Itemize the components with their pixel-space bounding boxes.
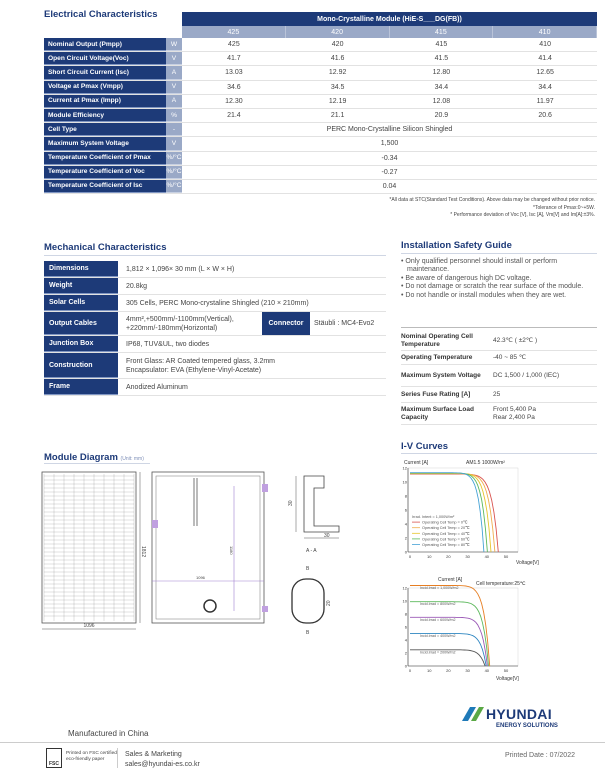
iv2-xtick: 0: [408, 668, 412, 673]
mechanical-row-label: Dimensions: [44, 261, 118, 277]
iv2-ytick: 12: [402, 585, 407, 591]
spec-row: [401, 351, 597, 365]
iv2-annotation: Cell temperature:25℃: [476, 581, 526, 587]
frame-row: [44, 379, 386, 396]
iv2-ytick: 8: [404, 611, 407, 617]
electrical-row-unit: A: [166, 95, 182, 108]
electrical-row: [44, 52, 597, 66]
electrical-row-unit: %/°C: [166, 180, 182, 193]
fsc-note: [66, 751, 117, 763]
electrical-row: [44, 66, 597, 80]
spec-row: [401, 387, 597, 403]
electrical-row-label: Cell Type: [44, 123, 166, 136]
iv2-ylabel: Current [A]: [438, 577, 463, 583]
print-date: Printed Date : 07/2022: [504, 752, 575, 759]
electrical-row-unit: V: [166, 81, 182, 94]
iv2-xtick: 20: [446, 668, 451, 673]
diagram-title-text: Module Diagram: [44, 452, 118, 463]
iv2-ytick: 0: [404, 663, 407, 669]
iv1-xtick: 10: [426, 554, 432, 559]
iv2-xtick: 40: [484, 668, 490, 673]
mechanical-row-value: 1,812 × 1,096× 30 mm (L × W × H): [126, 265, 235, 273]
iv1-legend-entry: Operating Cell Temp = 0℃: [422, 520, 468, 525]
electrical-row-label: Short Circuit Current (Isc): [44, 66, 166, 79]
electrical-row-unit: W: [166, 38, 182, 51]
spec-row: [401, 403, 597, 425]
iv1-legend-entry: Irrad. Intent = 1,000W/m²: [412, 515, 455, 519]
hole-label-top: B: [306, 566, 310, 572]
spec-value: 42.3℃ ( ±2℃ ): [493, 336, 538, 344]
made-in: Manufactured in China: [68, 729, 149, 738]
safety-bullet: • Do not handle or install modules when they are wet.: [401, 291, 567, 299]
iv1-xtick: 40: [484, 554, 490, 559]
electrical-row-label: Maximum System Voltage: [44, 137, 166, 150]
electrical-row: [44, 95, 597, 109]
mechanical-row-label: Solar Cells: [44, 295, 118, 311]
electrical-cell: 415: [435, 41, 448, 49]
diagram-divider: [44, 463, 150, 464]
construction-row: [44, 353, 386, 379]
sales-title: Sales & Marketing: [125, 751, 182, 758]
hyundai-logo: [462, 706, 552, 722]
electrical-cell: 11.97: [536, 97, 554, 105]
note-1: *All data at STC(Standard Test Conditions). Above data may be changed without prior notice.: [389, 197, 595, 203]
electrical-cell: 20.9: [434, 112, 449, 120]
electrical-row-unit: V: [166, 137, 182, 150]
iv2-legend-entry: Incid.Irrad = 1,000W/m2: [420, 586, 459, 591]
electrical-row-unit: %: [166, 109, 182, 122]
iv1-ytick: 10: [402, 479, 407, 485]
note-2: *Tolerance of Pmax:0~+5W.: [533, 205, 595, 211]
electrical-cell: 34.5: [330, 83, 345, 91]
iv2-ytick: 6: [404, 624, 407, 630]
electrical-cell: 12.30: [225, 97, 243, 105]
electrical-cell: 420: [331, 41, 344, 49]
dim-width: 1096: [83, 623, 95, 629]
electrical-row-unit: %/°C: [166, 152, 182, 165]
dim-frame-w: 30: [324, 533, 330, 539]
electrical-cell: 425: [228, 41, 240, 49]
frame-label: Frame: [44, 379, 118, 395]
electrical-span-row: [44, 152, 597, 166]
mount-hole: [262, 484, 268, 492]
electrical-span-row: [44, 123, 597, 137]
iv-title: I-V Curves: [401, 441, 448, 452]
brand-name: HYUNDAI: [486, 706, 552, 722]
iv1-xtick: 50: [503, 554, 509, 559]
electrical-row-unit: %/°C: [166, 166, 182, 179]
electrical-cell: 12.80: [432, 69, 451, 77]
electrical-cell: 12.92: [328, 69, 347, 77]
electrical-cell: 12.08: [432, 97, 451, 105]
electrical-span-value: -0.34: [381, 154, 398, 162]
electrical-cell: 20.6: [538, 112, 552, 120]
iv2-legend-entry: Incid.Irrad = 600W/m2: [420, 617, 456, 622]
electrical-cell: 41.7: [227, 55, 241, 63]
mechanical-table: [44, 261, 386, 396]
section-label: A - A: [306, 548, 317, 554]
footer-divider: [0, 742, 605, 743]
module-front: [42, 472, 136, 623]
spec-label: Operating Temperature: [401, 353, 473, 361]
sales-email[interactable]: sales@hyundai-es.co.kr: [125, 761, 200, 768]
electrical-span-value: PERC Mono-Crystalline Silicon Shingled: [326, 126, 453, 134]
fsc-logo: [46, 748, 62, 768]
electrical-row: [44, 38, 597, 52]
note-3: * Performance deviation of Voc [V], Isc [A], Vm[V] and Im[A]:±3%.: [450, 212, 595, 218]
iv2-legend-entry: Incid.Irrad = 200W/m2: [420, 650, 456, 655]
iv1-xtick: 20: [446, 554, 451, 559]
electrical-row-label: Module Efficiency: [44, 109, 166, 122]
safety-bullet: • Only qualified personnel should install or perform maintenance.: [401, 258, 558, 274]
spec-value-2: Rear 2,400 Pa: [493, 413, 535, 421]
dim-frame-h: 30: [288, 500, 294, 506]
output-cables-label: Output Cables: [44, 312, 118, 335]
spec-label: Series Fuse Rating [A]: [401, 390, 471, 398]
mount-hole: [262, 606, 268, 612]
connector-label: Connector: [262, 312, 310, 335]
output-cables-value-2: +220mm/-180mm(Horizontal): [126, 324, 218, 332]
junction-row: [44, 336, 386, 353]
spec-label: Maximum Surface Load Capacity: [401, 406, 474, 421]
footer-sep: [117, 748, 118, 768]
electrical-table: [44, 12, 597, 194]
fsc-note-2: eco-friendly paper: [66, 757, 105, 762]
electrical-span-row: [44, 137, 597, 151]
spec-row: [401, 365, 597, 387]
spec-value: 25: [493, 390, 501, 398]
electrical-cell: 410: [539, 41, 551, 49]
iv1-annotation: AM1.5 1000W/m²: [466, 460, 505, 466]
iv1-xtick: 0: [408, 554, 412, 559]
electrical-row: [44, 81, 597, 95]
diagram-title: [44, 452, 144, 463]
iv-chart-temperature: [396, 456, 576, 571]
fsc-text: FSC: [49, 761, 59, 767]
electrical-cell: 21.4: [227, 112, 241, 120]
construction-value-2: Encapsulator: EVA (Ethylene-Vinyl-Acetate): [126, 366, 262, 374]
electrical-row-unit: V: [166, 52, 182, 65]
electrical-row: [44, 109, 597, 123]
iv1-ytick: 0: [404, 549, 407, 555]
electrical-row-label: Open Circuit Voltage(Voc): [44, 52, 166, 65]
iv1-ytick: 6: [404, 507, 407, 513]
iv2-xlabel: Voltage[V]: [496, 676, 519, 682]
brand-sub: ENERGY SOLUTIONS: [496, 723, 558, 729]
electrical-row-unit: -: [166, 123, 182, 136]
electrical-span-row: [44, 166, 597, 180]
mechanical-row-value: 305 Cells, PERC Mono-crystaline Shingled (210 × 210mm): [126, 299, 309, 307]
spec-value: DC 1,500 / 1,000 (IEC): [493, 371, 560, 379]
mount-hole-detail: [292, 579, 324, 623]
electrical-cell: 41.4: [538, 55, 552, 63]
iv1-ytick: 12: [402, 465, 407, 471]
hyundai-mark-icon: [462, 707, 484, 721]
iv1-legend-entry: Operating Cell Temp = 40℃: [422, 531, 470, 536]
installation-divider: [401, 253, 597, 254]
electrical-row-label: Nominal Output (Pmpp): [44, 38, 166, 51]
dim-inner-w: 1096: [196, 575, 205, 580]
electrical-cell: 12.19: [328, 97, 347, 105]
iv1-legend-entry: Operating Cell Temp = 60℃: [422, 537, 470, 542]
iv2-legend-entry: Incid.Irrad = 400W/m2: [420, 634, 456, 639]
mount-hole: [152, 520, 158, 528]
iv2-legend-entry: Incid.Irrad = 800W/m2: [420, 602, 456, 607]
electrical-row-unit: A: [166, 66, 182, 79]
installation-title: Installation Safety Guide: [401, 240, 512, 251]
mechanical-divider: [44, 255, 386, 256]
frame-section: [304, 476, 339, 532]
hole-dim: 20: [326, 600, 332, 606]
iv2-xtick: 50: [503, 668, 509, 673]
module-name: Mono-Crystalline Module (HiE-S___DG(FB)): [182, 12, 597, 26]
electrical-cell: 34.4: [538, 83, 552, 91]
electrical-row-label: Temperature Coefficient of Pmax: [44, 152, 166, 165]
construction-value-1: Front Glass: AR Coated tempered glass, 3.2mm: [126, 357, 276, 365]
spec-label: Nominal Operating Cell Temperature: [401, 333, 473, 348]
fsc-note-1: Printed on FSC certified: [66, 751, 117, 756]
spec-row: [401, 331, 597, 351]
safety-bullets: [401, 258, 597, 300]
electrical-span-value: 1,500: [380, 140, 399, 148]
frame-value: Anodized Aluminum: [126, 383, 188, 391]
model-425: 425: [182, 26, 286, 38]
model-420: 420: [286, 26, 390, 38]
mechanical-row: [44, 278, 386, 295]
electrical-cell: 41.5: [434, 55, 449, 63]
iv2-ytick: 10: [402, 598, 407, 604]
iv1-xlabel: Voltage[V]: [516, 560, 539, 566]
diagram-unit: (Unit: mm): [120, 456, 144, 462]
electrical-title: Electrical Characteristics: [44, 9, 158, 20]
iv1-ylabel: Current [A]: [404, 460, 429, 466]
electrical-row-label: Temperature Coefficient of Voc: [44, 166, 166, 179]
spec-label: Maximum System Voltage: [401, 371, 481, 379]
iv2-xtick: 10: [426, 668, 432, 673]
electrical-span-row: [44, 180, 597, 194]
electrical-span-value: -0.27: [381, 168, 398, 176]
mechanical-row-label: Weight: [44, 278, 118, 294]
mechanical-row-value: 20.8kg: [126, 282, 148, 290]
model-415: 415: [390, 26, 494, 38]
spec-value: -40 ~ 85 ℃: [493, 353, 527, 361]
electrical-span-value: 0.04: [382, 182, 397, 190]
safety-bullet: • Be aware of dangerous high DC voltage.: [401, 274, 532, 282]
iv1-legend-entry: Operating Cell Temp = 80℃: [422, 543, 470, 547]
electrical-cell: 13.03: [225, 69, 243, 77]
iv1-ytick: 4: [404, 521, 407, 527]
dim-inner-h: 1180: [229, 546, 234, 555]
iv1-ytick: 8: [404, 493, 407, 499]
electrical-row-label: Temperature Coefficient of Isc: [44, 180, 166, 193]
hole-label-bottom: B: [306, 630, 310, 636]
mechanical-row: [44, 295, 386, 312]
electrical-cell: 12.65: [536, 69, 554, 77]
sales-contact: [125, 750, 200, 770]
electrical-row-label: Voltage at Pmax (Vmpp): [44, 81, 166, 94]
safety-bullet: • Do not damage or scratch the rear surface of the module.: [401, 283, 584, 291]
output-cables-value-1: 4mm²,+500mm/-1100mm(Vertical),: [126, 315, 234, 323]
iv2-ytick: 2: [404, 650, 407, 656]
electrical-cell: 34.4: [434, 83, 449, 91]
construction-label: Construction: [44, 353, 118, 378]
iv1-ytick: 2: [404, 535, 407, 541]
electrical-cell: 41.6: [330, 55, 345, 63]
dim-height: 1812: [140, 546, 146, 558]
electrical-cell: 21.1: [330, 112, 345, 120]
iv-divider: [401, 453, 597, 454]
output-cables-row: [44, 312, 386, 336]
mechanical-row: [44, 261, 386, 278]
junction-value: IP68, TUV&UL, two diodes: [126, 340, 210, 348]
electrical-row-label: Current at Pmax (Impp): [44, 95, 166, 108]
iv2-plot-area: [408, 588, 518, 666]
connector-value: Stäubli : MC4-Evo2: [314, 320, 375, 327]
iv-chart-irradiance: [396, 574, 576, 684]
iv1-legend-entry: Operating Cell Temp = 20℃: [422, 526, 470, 531]
iv2-ytick: 4: [404, 637, 407, 643]
iv1-xtick: 30: [465, 554, 470, 559]
electrical-cell: 34.6: [227, 83, 241, 91]
mechanical-title: Mechanical Characteristics: [44, 242, 167, 253]
iv2-xtick: 30: [465, 668, 470, 673]
module-diagram: [34, 466, 374, 646]
spec-value: Front 5,400 Pa: [493, 405, 536, 413]
model-410: 410: [493, 26, 597, 38]
spec-divider: [401, 327, 597, 328]
junction-label: Junction Box: [44, 336, 118, 352]
